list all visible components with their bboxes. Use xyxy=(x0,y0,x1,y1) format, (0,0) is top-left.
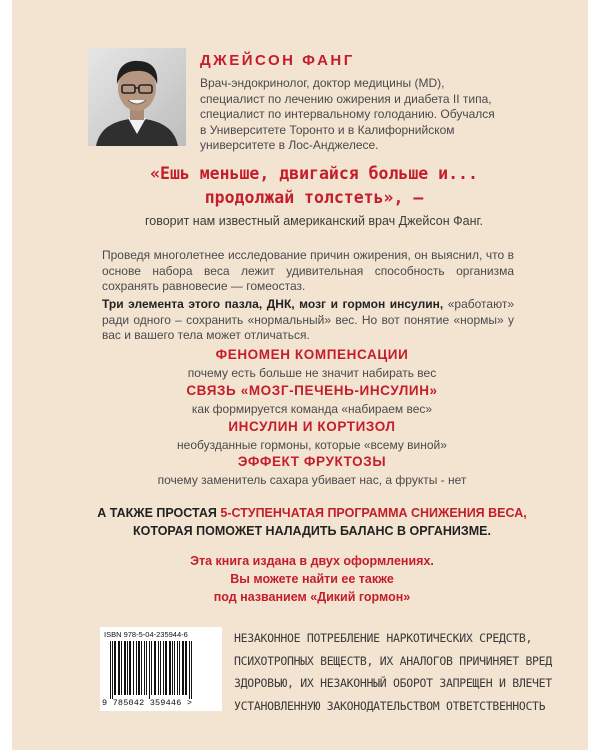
bio-line: специалист по лечению ожирения и диабета II типа, xyxy=(200,91,492,106)
author-bio xyxy=(200,76,525,154)
edition-line-2: Вы можете найти ее также xyxy=(230,572,394,586)
feature-desc: как формируется команда «набираем вес» xyxy=(191,402,433,416)
feature-desc: необузданные гормоны, которые «всему виной» xyxy=(177,438,447,452)
barcode-bar xyxy=(149,641,150,699)
bio-line: Врач-эндокринолог, доктор медицины (MD), xyxy=(200,76,445,90)
edition-line-3: под названием «Дикий гормон» xyxy=(213,590,411,604)
edition-line-1: Эта книга издана в двух оформлениях. xyxy=(190,554,434,568)
barcode-bar xyxy=(177,641,178,695)
program-highlight: 5-СТУПЕНЧАТАЯ ПРОГРАММА СНИЖЕНИЯ ВЕСА, xyxy=(220,506,527,520)
barcode-bar xyxy=(114,641,116,695)
barcode-bar xyxy=(146,641,147,695)
barcode-bar xyxy=(110,641,111,699)
barcode-bar xyxy=(160,641,161,695)
isbn-barcode xyxy=(100,627,222,711)
barcode-bar xyxy=(179,641,180,695)
barcode-bar xyxy=(112,641,113,699)
barcode-bar xyxy=(133,641,134,695)
feature-desc: почему есть больше не значит набирать вес xyxy=(187,366,437,380)
feature-title: ИНСУЛИН И КОРТИЗОЛ xyxy=(228,419,396,434)
program-line-1 xyxy=(72,506,552,520)
author-photo xyxy=(88,48,186,146)
intro-paragraph: Проведя многолетнее исследование причин ожирения, он выяснил, что в основе набора веса лежит удивительная способность организма сохранять равновесие — гомеостаз. xyxy=(102,248,514,293)
barcode-bar xyxy=(185,641,187,695)
program-prefix: А ТАКЖЕ ПРОСТАЯ xyxy=(97,506,221,520)
warning-line: ПСИХОТРОПНЫХ ВЕЩЕСТВ, ИХ АНАЛОГОВ ПРИЧИНЯЕТ ВРЕД xyxy=(234,653,552,668)
barcode-bar xyxy=(182,641,184,695)
feature-title: ФЕНОМЕН КОМПЕНСАЦИИ xyxy=(215,347,409,362)
barcode-bar xyxy=(124,641,126,695)
barcode-bar xyxy=(129,641,131,695)
barcode-bar xyxy=(121,641,122,695)
isbn-label: ISBN 978-5-04-235944-6 xyxy=(104,630,188,639)
barcode-bar xyxy=(136,641,137,695)
feature-title: СВЯЗЬ «МОЗГ-ПЕЧЕНЬ-ИНСУЛИН» xyxy=(186,383,438,398)
legal-warning xyxy=(234,627,552,717)
barcode-bar xyxy=(158,641,159,695)
warning-line: ЗДОРОВЬЮ, ИХ НЕЗАКОННЫЙ ОБОРОТ ЗАПРЕЩЕН И ВЛЕЧЕТ xyxy=(234,676,552,690)
barcode-bar xyxy=(118,641,120,695)
bio-line: университете в Лос-Анджелесе. xyxy=(200,138,379,152)
barcode-bar xyxy=(141,641,142,695)
feature-desc: почему заменитель сахара убивает нас, а фрукты - нет xyxy=(157,473,467,487)
barcode-bar xyxy=(127,641,128,695)
elements-paragraph-bold: Три элемента этого пазла, ДНК, мозг и гормон инсулин, xyxy=(102,297,444,311)
quote-line-1: «Ешь меньше, двигайся больше и... xyxy=(150,164,478,183)
bio-line: специалист по интервальному голоданию. Обучался xyxy=(200,107,495,121)
isbn-digits: 9 785042 359446 > xyxy=(102,698,193,708)
headline-quote xyxy=(104,162,524,210)
barcode-bar xyxy=(151,641,152,695)
warning-line: НЕЗАКОННОЕ ПОТРЕБЛЕНИЕ НАРКОТИЧЕСКИХ СРЕДСТВ, xyxy=(234,631,533,645)
barcode-bar xyxy=(174,641,175,695)
barcode-bar xyxy=(191,641,192,699)
elements-paragraph-rest: «работают» ради одного – сохранить «нормальный» вес. Но вот понятие «нормы» у вас и вашего тела может отличаться. xyxy=(102,297,514,342)
barcode-bar xyxy=(189,641,190,699)
bio-line: в Университете Торонто и в Калифорнийском xyxy=(200,122,455,137)
book-back-cover xyxy=(12,0,588,750)
barcode-bar xyxy=(144,641,145,695)
barcode-bar xyxy=(165,641,167,695)
barcode-bar xyxy=(169,641,171,695)
feature-title: ЭФФЕКТ ФРУКТОЗЫ xyxy=(237,454,387,469)
program-line-2: КОТОРАЯ ПОМОЖЕТ НАЛАДИТЬ БАЛАНС В ОРГАНИЗМЕ. xyxy=(133,524,491,538)
barcode-bars xyxy=(110,641,212,699)
author-name: ДЖЕЙСОН ФАНГ xyxy=(200,52,355,69)
quote-line-2: продолжай толстеть», — xyxy=(204,188,424,207)
barcode-bar xyxy=(163,641,164,695)
warning-line: УСТАНОВЛЕННУЮ ЗАКОНОДАТЕЛЬСТВОМ ОТВЕТСТВЕННОСТЬ xyxy=(234,698,546,713)
barcode-bar xyxy=(138,641,140,695)
barcode-bar xyxy=(172,641,173,695)
barcode-bar xyxy=(154,641,156,695)
elements-paragraph xyxy=(102,297,514,344)
quote-attribution: говорит нам известный американский врач Джейсон Фанг. xyxy=(144,214,483,228)
